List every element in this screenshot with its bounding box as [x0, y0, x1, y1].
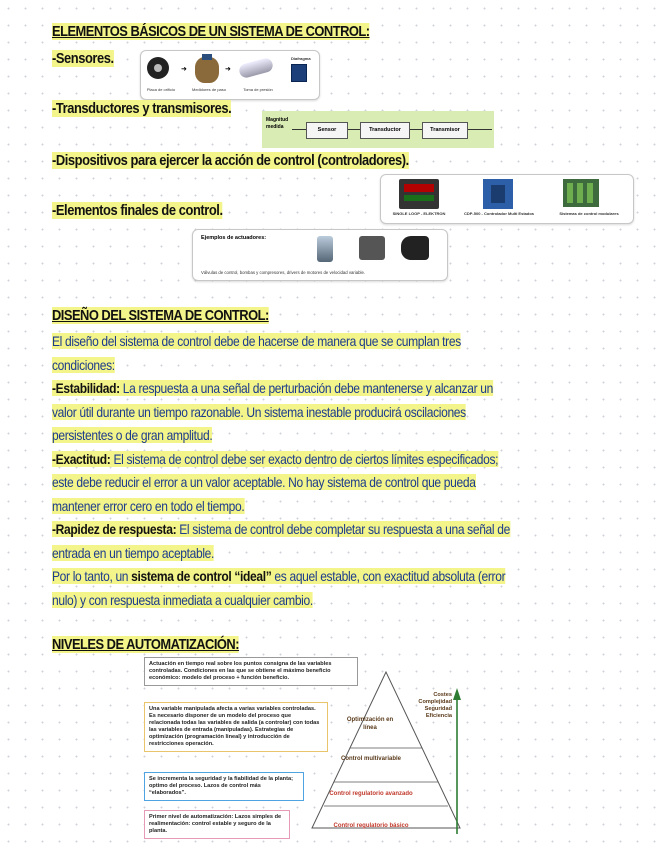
- sensors-image-card: [140, 50, 320, 100]
- axis-labels: [404, 692, 452, 720]
- level-online-optimization: Optimización en línea: [346, 717, 394, 731]
- term-speed: -Rapidez de respuesta:: [52, 521, 177, 537]
- axis-label-complexity: Complejidad: [418, 699, 452, 705]
- section-title-basic-elements: ELEMENTOS BÁSICOS DE UN SISTEMA DE CONTROL:: [52, 23, 370, 40]
- sensor-caption-pressure: Toma de presión: [243, 87, 273, 92]
- arrow-up-icon: [453, 688, 461, 700]
- axis-label-efficiency: Eficiencia: [425, 713, 452, 719]
- level-box-advanced: Se incrementa la seguridad y la fiabilidad de la planta; optimo del proceso. Lazos de control más “elaborados”.: [144, 772, 304, 801]
- item-transducers: -Transductores y transmisores.: [52, 100, 232, 117]
- modular-control-icon: [563, 179, 599, 207]
- block-transducer: Transductor: [360, 122, 410, 139]
- transmitter-diagram: [262, 111, 494, 148]
- sensor-caption-meters: Medidores de paso: [191, 87, 227, 92]
- arrow-right-icon: ➜: [181, 66, 187, 73]
- term-accuracy: -Exactitud:: [52, 450, 111, 467]
- controller-caption-cdp: CDP-500 - Controlador Multi Estados: [463, 211, 534, 216]
- sensor-label-diaphragm: Diafragma: [291, 56, 311, 61]
- axis-label-safety: Seguridad: [424, 706, 452, 712]
- pressure-tap-icon: [238, 57, 274, 79]
- block-sensor: Sensor: [306, 122, 348, 139]
- item-sensors: -Sensores.: [52, 50, 114, 67]
- design-paragraph: El diseño del sistema de control debe de hacerse de manera que se cumplan tres condiciones: -Estabilidad: La respuesta a una señal de perturbación debe mantenerse y alcanzar un valor útil durante un tiempo razonable. Un sistema inestable producirá oscilaciones persistentes o de gran amplitud. -Exactitud: El sistema de control debe ser exacto dentro de ciertos límites especificados; este debe reducir el error a un valor aceptable. No hay sistema de control que pueda mantener error cero en todo el tiempo. -Rapidez de respuesta: El sistema de control debe completar su respuesta a una señal de entrada en un tiempo aceptable. Por lo tanto, un sistema de control “ideal” es aquel estable, con exactitud absoluta (error nulo) y con respuesta inmediata a cualquier cambio.: [52, 333, 510, 608]
- arrow-right-icon: ➜: [225, 66, 231, 73]
- motor-drive-icon: [401, 236, 429, 260]
- sensor-caption-orifice: Placa de orificio: [146, 87, 176, 92]
- controllers-image-card: [380, 174, 634, 224]
- controller-caption-single: SINGLE LOOP - ELEKTRON: [392, 211, 446, 216]
- diaphragm-icon: [291, 64, 307, 82]
- axis-label-costs: Costes: [433, 692, 452, 698]
- term-stability: -Estabilidad:: [52, 380, 120, 396]
- actuators-caption: Válvulas de control, bombas y compresores, drivers de motores de velocidad variable.: [201, 270, 366, 275]
- level-box-optimization: Actuación en tiempo real sobre los puntos consigna de las variables controladas. Condiciones en las que se obtiene el máximo beneficio económico: modelo del proceso + función beneficio.: [144, 657, 358, 686]
- level-basic-regulatory: Control regulatorio básico: [333, 823, 409, 829]
- orifice-plate-icon: [147, 57, 169, 79]
- control-valve-icon: [317, 236, 333, 262]
- level-advanced-regulatory: Control regulatorio avanzado: [329, 791, 413, 797]
- section-title-design: DISEÑO DEL SISTEMA DE CONTROL:: [52, 307, 269, 324]
- block-transmitter: Transmisor: [422, 122, 468, 139]
- actuators-image-card: [192, 229, 448, 281]
- measured-magnitude-label: Magnitud medida: [266, 117, 289, 130]
- flow-meter-icon: [195, 57, 219, 83]
- term-ideal-system: sistema de control “ideal”: [131, 568, 272, 584]
- controller-caption-modular: Sistemas de control modulares: [559, 211, 619, 216]
- level-box-multivariable: Una variable manipulada afecta a varias variables controladas. Es necesario disponer de un modelo del proceso que relacionada todas las variables de salida (a controlar) con todas las variables de entrada (manipuladas). Estrategias de optimización (programación lineal) y introducción de restricciones operación.: [144, 702, 328, 752]
- level-multivariable: Control multivariable: [340, 756, 401, 762]
- item-controllers: -Dispositivos para ejercer la acción de control (controladores).: [52, 152, 409, 169]
- level-box-basic: Primer nivel de automatización: Lazos simples de realimentación: control estable y seguro de la planta.: [144, 810, 290, 839]
- actuators-title: Ejemplos de actuadores:: [201, 235, 267, 241]
- pump-icon: [359, 236, 385, 260]
- section-title-automation-levels: NIVELES DE AUTOMATIZACIÓN:: [52, 636, 240, 653]
- single-loop-controller-icon: [399, 179, 439, 209]
- cdp-controller-icon: [483, 179, 513, 209]
- item-final-elements: -Elementos finales de control.: [52, 202, 223, 219]
